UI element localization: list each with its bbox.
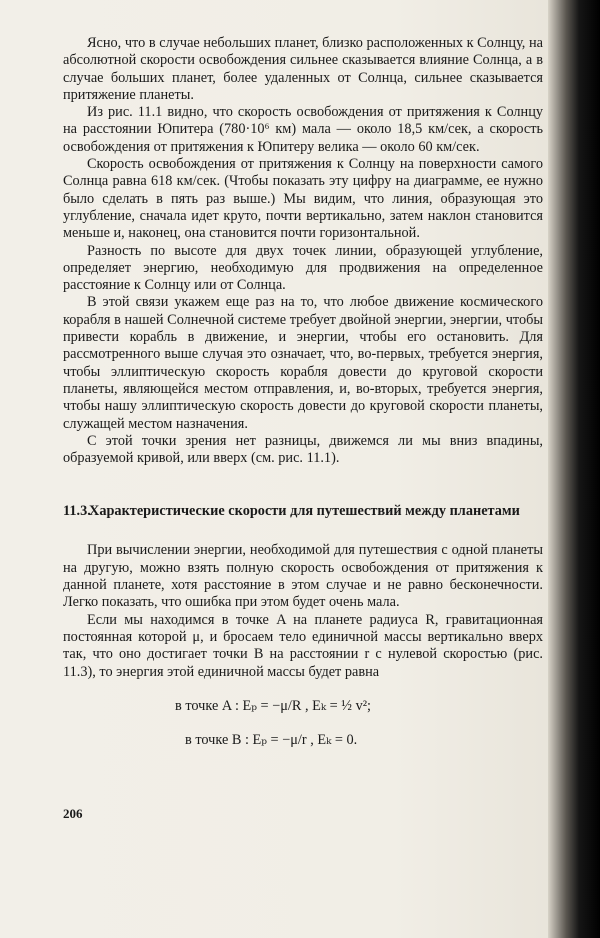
paragraph: Разность по высоте для двух точек линии, образующей углубление, определяет энергию, необходимую для продвижения на определенное расстояние к Солнцу или от Солнца. [63, 242, 543, 294]
page-edge-shadow [548, 0, 600, 938]
paragraph: В этой связи укажем еще раз на то, что любое движение космического корабля в нашей Солнечной системе требует двойной энергии, энергии, чтобы привести корабль в движение, и энергии, чтобы его остановить. Для рассмотренного выше случая это означает, что, во-первых, требуется энергия, чтобы эллиптическую скорость корабля довести до круговой скорости планеты, являющейся местом отправления, и, во-вторых, требуется энергия, чтобы нашу эллиптическую скорость довести до круговой скорости планеты, служащей местом назначения. [63, 294, 543, 432]
formula-point-a: в точке A : Eₚ = −μ/R , Eₖ = ½ v²; [175, 697, 372, 714]
page-body [63, 35, 543, 751]
section-title: Характеристические скорости для путешествий между планетами [89, 503, 520, 520]
section-number: 11.3. [63, 503, 91, 520]
paragraph: Ясно, что в случае небольших планет, близко расположенных к Солнцу, на абсолютной скорости освобождения сильнее сказывается влияние Солнца, а в случае больших планет, более удаленных от Солнца, сильнее сказывается притяжение планеты. [63, 35, 543, 103]
paragraph: Скорость освобождения от притяжения к Солнцу на поверхности самого Солнца равна 618 км/сек. (Чтобы показать эту цифру на диаграмме, ее нужно было сделать в пять раз выше.) Мы видим, что линия, образующая это углубление, сначала идет круто, почти вертикально, затем наклон становится меньше и, наконец, она становится почти горизонтальной. [63, 156, 543, 242]
formula-point-b: в точке B : Eₚ = −μ/r , Eₖ = 0. [185, 731, 358, 748]
paragraph: Если мы находимся в точке A на планете радиуса R, гравитационная постоянная которой μ, и бросаем тело единичной массы вертикально вверх так, что оно достигает точки B на расстоянии r с нулевой скоростью (рис. 11.3), то энергия этой единичной массы будет равна [63, 611, 543, 680]
section-heading [63, 503, 543, 520]
page-number: 206 [63, 806, 83, 821]
paragraph: Из рис. 11.1 видно, что скорость освобождения от притяжения к Солнцу на расстоянии Юпитера (780·10⁶ км) мала — около 18,5 км/сек, а скорость освобождения от притяжения к Юпитеру велика — около 60 км/сек. [63, 104, 543, 155]
paragraph: При вычислении энергии, необходимой для путешествия с одной планеты на другую, можно взять полную скорость освобождения от притяжения к данной планете, хотя расстояние в этом случае и не равно бесконечности. Легко показать, что ошибка при этом будет очень мала. [63, 542, 543, 611]
paragraph: С этой точки зрения нет разницы, движемся ли мы вниз впадины, образуемой кривой, или вверх (см. рис. 11.1). [63, 432, 543, 467]
